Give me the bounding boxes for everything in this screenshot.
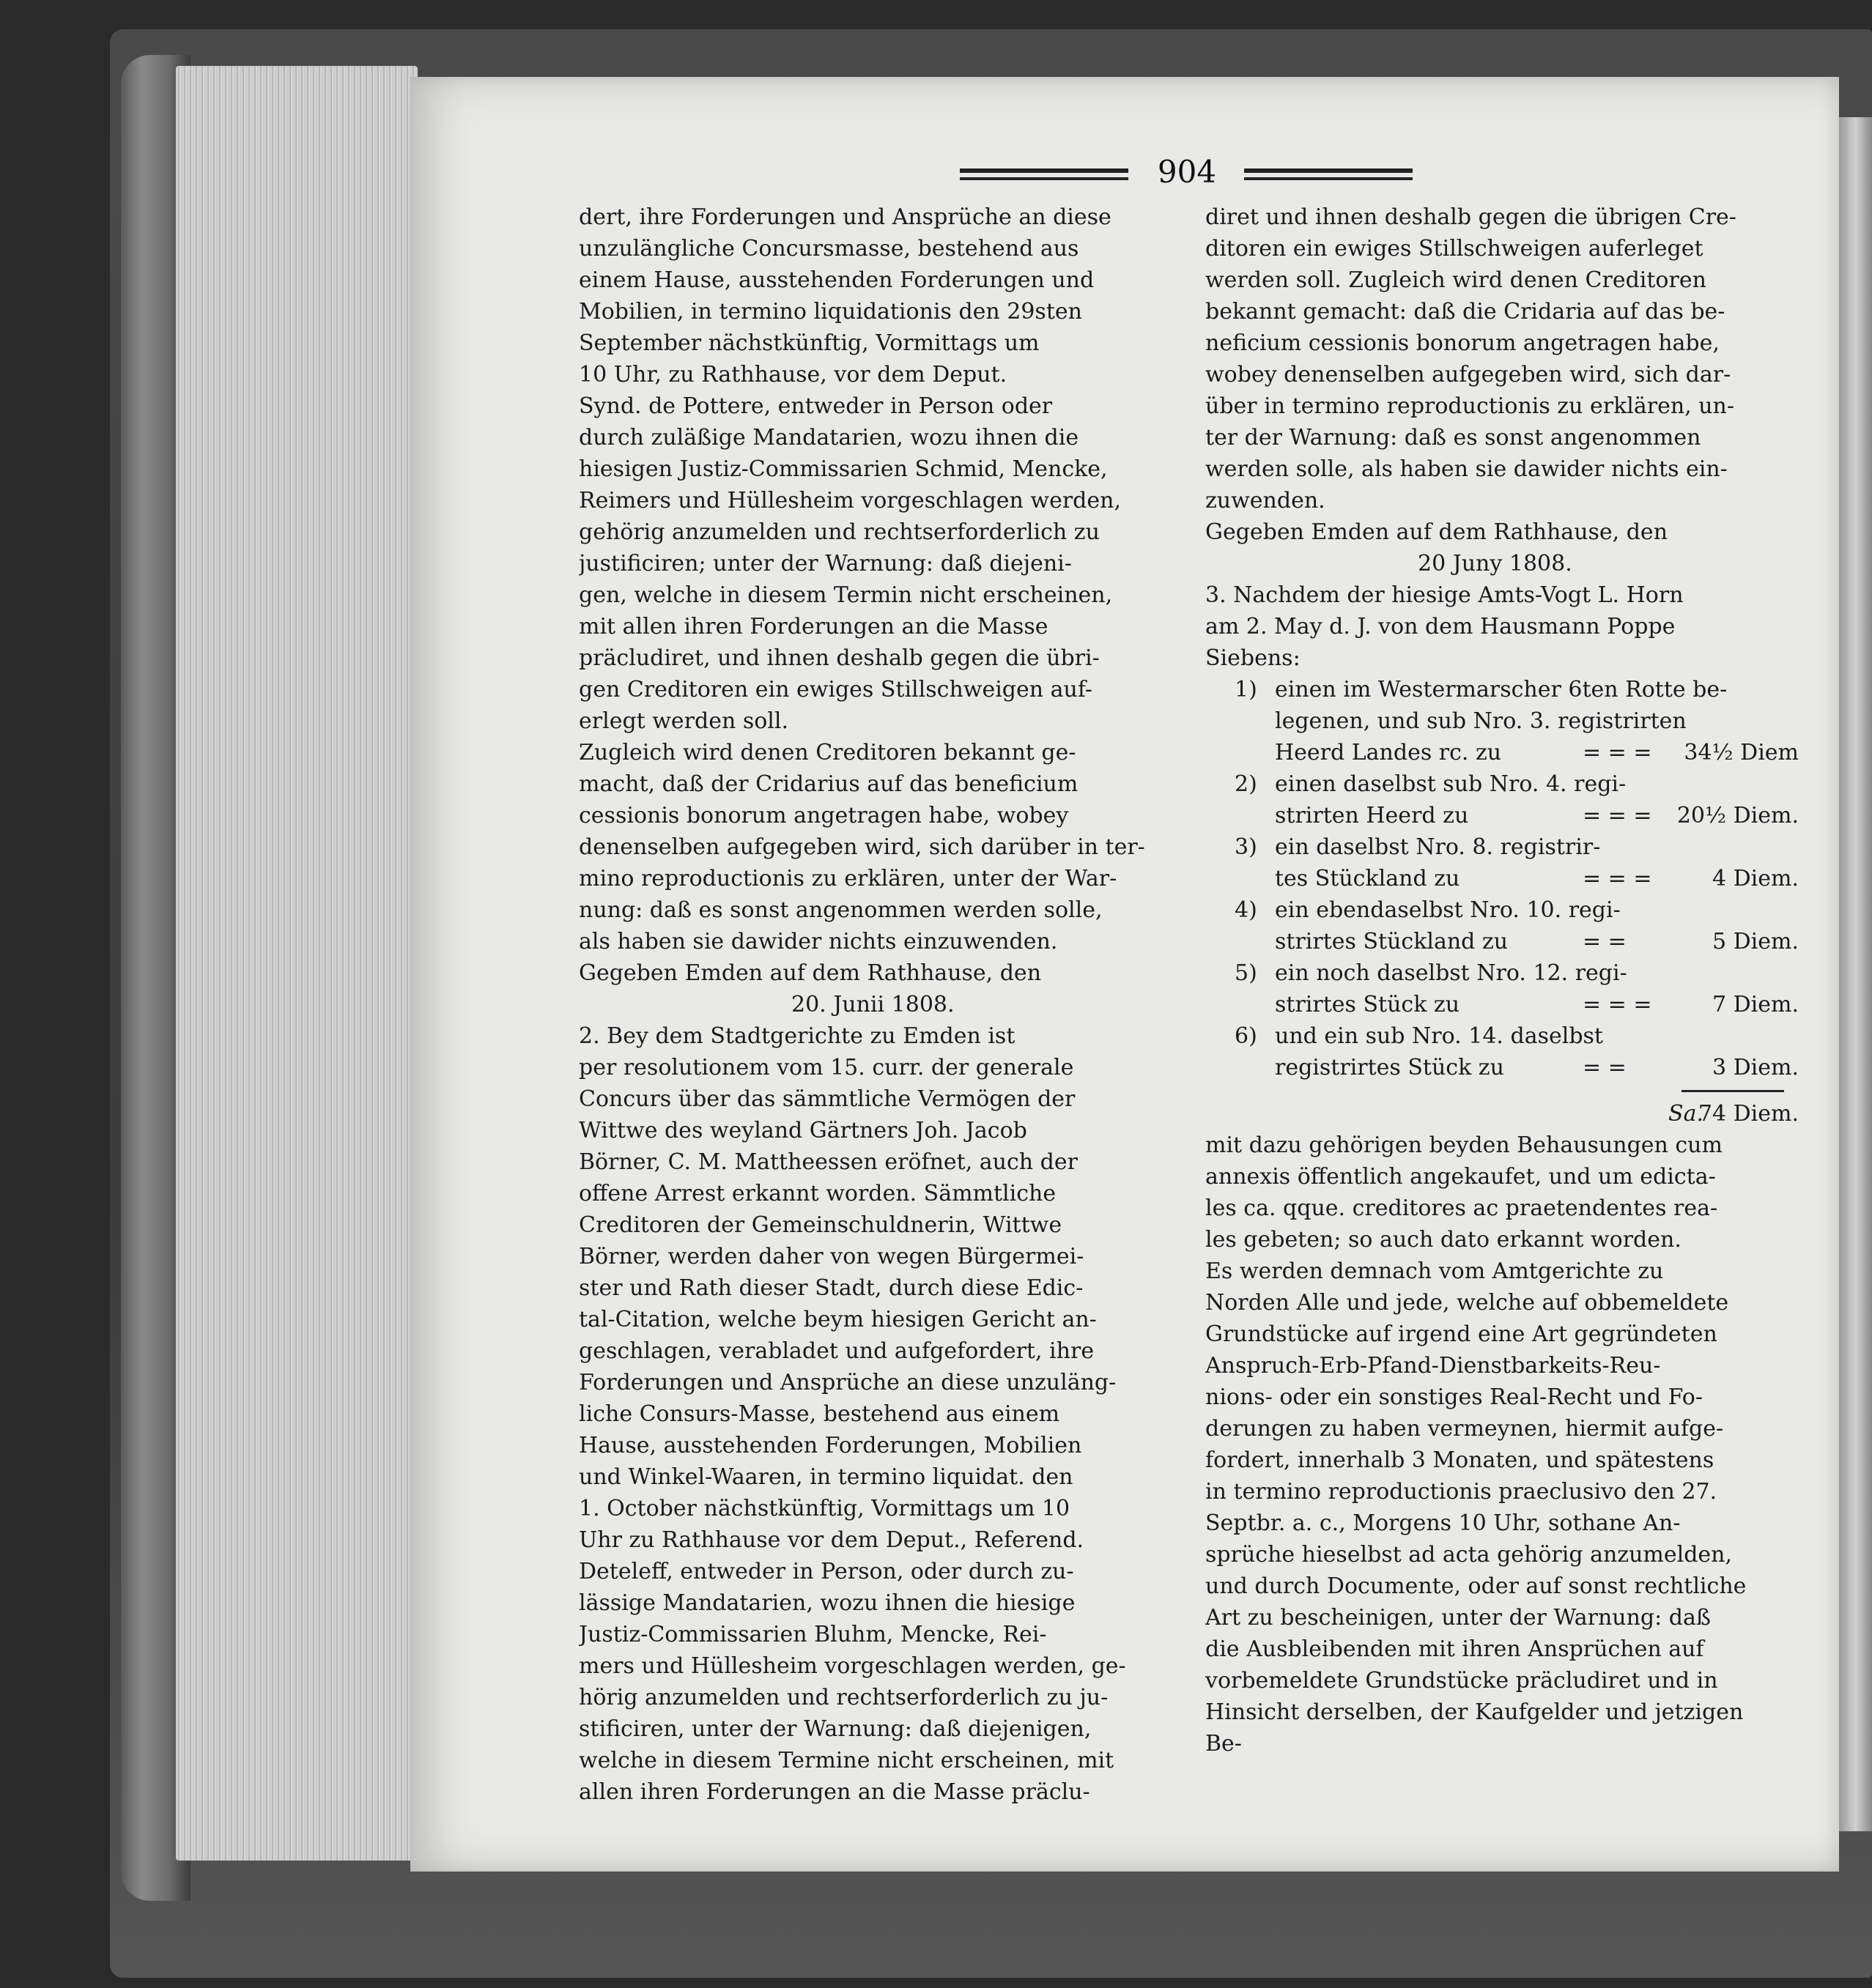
- text-line: ter der Warnung: daß es sonst angenommen: [1205, 425, 1701, 450]
- text-line: Siebens:: [1205, 645, 1301, 671]
- list-item-amount: 3 Diem.: [1712, 1055, 1799, 1080]
- text-line: Creditoren der Gemeinschuldnerin, Wittwe: [579, 1212, 1062, 1238]
- text-line: zuwenden.: [1205, 488, 1325, 513]
- text-line: diret und ihnen deshalb gegen die übrigen Cre-: [1205, 204, 1736, 230]
- list-item: [1205, 1052, 1799, 1083]
- text-line: Forderungen und Ansprüche an diese unzuläng-: [579, 1370, 1117, 1395]
- text-line: Deteleff, entweder in Person, oder durch zu-: [579, 1559, 1074, 1584]
- page-header: [960, 154, 1414, 198]
- text-line: les ca. qque. creditores ac praetendentes rea-: [1205, 1195, 1718, 1221]
- text-line: über in termino reproductionis zu erklären, un-: [1205, 393, 1734, 419]
- list-item-text: registrirtes Stück zu: [1275, 1055, 1504, 1080]
- text-line: fordert, innerhalb 3 Monaten, und spätestens: [1205, 1447, 1714, 1473]
- text-line: macht, daß der Cridarius auf das beneficium: [579, 771, 1079, 797]
- text-line: 20. Junii 1808.: [791, 992, 955, 1017]
- text-line: offene Arrest erkannt worden. Sämmtliche: [579, 1181, 1057, 1206]
- list-item-text: einen daselbst sub Nro. 4. regi-: [1275, 771, 1627, 797]
- text-line: Börner, werden daher von wegen Bürgermei-: [579, 1244, 1084, 1269]
- text-line: cessionis bonorum angetragen habe, wobey: [579, 803, 1069, 828]
- text-line: per resolutionem vom 15. curr. der generale: [579, 1055, 1074, 1080]
- list-item-number: 2): [1235, 771, 1257, 797]
- text-line: sprüche hieselbst ad acta gehörig anzumelden,: [1205, 1542, 1733, 1568]
- text-line: die Ausbleibenden mit ihren Ansprüchen auf: [1205, 1636, 1704, 1662]
- text-line: denenselben aufgegeben wird, sich darüber in ter-: [579, 834, 1145, 860]
- list-item-amount: 4 Diem.: [1712, 866, 1799, 891]
- list-item-amount: 34½ Diem: [1684, 740, 1799, 765]
- text-line: bekannt gemacht: daß die Cridaria auf das be-: [1205, 299, 1725, 324]
- text-line: gen Creditoren ein ewiges Stillschweigen auf-: [579, 677, 1092, 702]
- text-line: derungen zu haben vermeynen, hiermit aufge-: [1205, 1416, 1724, 1442]
- list-item: [1205, 863, 1799, 894]
- text-line: vorbemeldete Grundstücke präcludiret und in: [1205, 1668, 1718, 1694]
- text-line: Es werden demnach vom Amtgerichte zu: [1205, 1258, 1664, 1284]
- list-item-text: ein daselbst Nro. 8. registrir-: [1275, 834, 1601, 860]
- ditto-marks: = = =: [1583, 740, 1652, 765]
- text-line: unzulängliche Concursmasse, bestehend aus: [579, 236, 1079, 262]
- list-item: [1205, 705, 1799, 737]
- text-line: Hause, ausstehenden Forderungen, Mobilien: [579, 1433, 1082, 1458]
- text-line: Wittwe des weyland Gärtners Joh. Jacob: [579, 1118, 1027, 1143]
- text-line: Be-: [1205, 1731, 1242, 1757]
- list-item-text: legenen, und sub Nro. 3. registrirten: [1275, 708, 1687, 734]
- ditto-marks: = =: [1583, 1055, 1627, 1080]
- text-line: les gebeten; so auch dato erkannt worden.: [1205, 1227, 1682, 1253]
- text-line: wobey denenselben aufgegeben wird, sich dar-: [1205, 362, 1731, 387]
- list-item: [1205, 674, 1799, 705]
- text-line: Septbr. a. c., Morgens 10 Uhr, sothane An-: [1205, 1510, 1681, 1536]
- text-line: Uhr zu Rathhause vor dem Deput., Referend.: [579, 1527, 1084, 1553]
- text-line: nung: daß es sonst angenommen werden solle,: [579, 897, 1103, 923]
- text-line: mers und Hüllesheim vorgeschlagen werden, ge-: [579, 1653, 1126, 1679]
- left-column: [579, 201, 1161, 1808]
- right-column-bottom: [1205, 1130, 1799, 1759]
- text-line: geschlagen, verabladet und aufgefordert, ihre: [579, 1338, 1095, 1364]
- text-line: September nächstkünftig, Vormittags um: [579, 330, 1040, 356]
- list-item-number: 5): [1235, 960, 1257, 986]
- property-list: [1205, 674, 1799, 1083]
- text-line: ster und Rath dieser Stadt, durch diese Edic-: [579, 1275, 1084, 1301]
- text-line: und durch Documente, oder auf sonst rechtliche: [1205, 1573, 1747, 1599]
- text-line: und Winkel-Waaren, in termino liquidat. den: [579, 1464, 1073, 1490]
- text-line: 10 Uhr, zu Rathhause, vor dem Deput.: [579, 362, 1007, 387]
- list-item: [1205, 926, 1799, 957]
- text-line: Art zu bescheinigen, unter der Warnung: daß: [1205, 1605, 1711, 1631]
- text-line: stificiren, unter der Warnung: daß diejenigen,: [579, 1716, 1092, 1742]
- list-item-text: einen im Westermarscher 6ten Rotte be-: [1275, 677, 1728, 702]
- text-line: hiesigen Justiz-Commissarien Schmid, Mencke,: [579, 456, 1108, 482]
- facing-page-edge: [1839, 117, 1872, 1831]
- text-line: Concurs über das sämmtliche Vermögen der: [579, 1086, 1076, 1112]
- list-item-number: 6): [1235, 1023, 1257, 1049]
- text-line: 3. Nachdem der hiesige Amts-Vogt L. Horn: [1205, 582, 1684, 608]
- list-item-text: und ein sub Nro. 14. daselbst: [1275, 1023, 1603, 1049]
- ditto-marks: = = =: [1583, 803, 1652, 828]
- text-line: Hinsicht derselben, der Kaufgelder und jetzigen: [1205, 1699, 1744, 1725]
- text-line: Gegeben Emden auf dem Rathhause, den: [579, 960, 1042, 986]
- text-line: allen ihren Forderungen an die Masse präclu-: [579, 1779, 1090, 1805]
- text-line: Anspruch-Erb-Pfand-Dienstbarkeits-Reu-: [1205, 1353, 1661, 1379]
- text-line: dert, ihre Forderungen und Ansprüche an diese: [579, 204, 1111, 230]
- text-line: lässige Mandatarien, wozu ihnen die hiesige: [579, 1590, 1076, 1616]
- text-line: liche Consurs-Masse, bestehend aus einem: [579, 1401, 1060, 1427]
- text-line: Justiz-Commissarien Bluhm, Mencke, Rei-: [579, 1622, 1047, 1647]
- text-line: welche in diesem Termine nicht erscheinen, mit: [579, 1748, 1114, 1773]
- list-item-number: 3): [1235, 834, 1257, 860]
- sum-rule: [1205, 1083, 1799, 1098]
- page-edges: [176, 66, 418, 1861]
- page-number: 904: [1157, 154, 1217, 190]
- text-line: erlegt werden soll.: [579, 708, 789, 734]
- list-item-number: 1): [1235, 677, 1257, 702]
- text-line: durch zuläßige Mandatarien, wozu ihnen die: [579, 425, 1079, 450]
- text-line: nions- oder ein sonstiges Real-Recht und Fo-: [1205, 1384, 1703, 1410]
- text-line: als haben sie dawider nichts einzuwenden.: [579, 929, 1058, 954]
- list-item: [1205, 737, 1799, 768]
- header-rule-left: [960, 168, 1128, 180]
- text-line: am 2. May d. J. von dem Hausmann Poppe: [1205, 614, 1676, 639]
- text-line: Norden Alle und jede, welche auf obbemeldete: [1205, 1290, 1729, 1316]
- list-item-text: strirtes Stückland zu: [1275, 929, 1509, 954]
- text-line: Gegeben Emden auf dem Rathhause, den: [1205, 519, 1668, 545]
- text-line: mino reproductionis zu erklären, unter der War-: [579, 866, 1117, 891]
- text-line: Börner, C. M. Mattheessen eröfnet, auch der: [579, 1149, 1078, 1175]
- text-line: ditoren ein ewiges Stillschweigen auferleget: [1205, 236, 1703, 262]
- list-item: [1205, 1020, 1799, 1052]
- list-item-amount: 5 Diem.: [1712, 929, 1799, 954]
- text-line: Reimers und Hüllesheim vorgeschlagen werden,: [579, 488, 1121, 513]
- sum-amount: 74 Diem.: [1698, 1101, 1799, 1127]
- list-item: [1205, 957, 1799, 989]
- right-column: [1205, 201, 1799, 1759]
- text-line: neficium cessionis bonorum angetragen habe,: [1205, 330, 1720, 356]
- list-item-amount: 20½ Diem.: [1676, 803, 1799, 828]
- sum-label: Sa.: [1668, 1101, 1703, 1127]
- text-line: mit dazu gehörigen beyden Behausungen cum: [1205, 1132, 1723, 1158]
- text-line: gen, welche in diesem Termin nicht erscheinen,: [579, 582, 1113, 608]
- text-line: tal-Citation, welche beym hiesigen Gericht an-: [579, 1307, 1097, 1332]
- text-line: mit allen ihren Forderungen an die Masse: [579, 614, 1048, 639]
- list-item: [1205, 894, 1799, 926]
- text-line: Synd. de Pottere, entweder in Person oder: [579, 393, 1053, 419]
- text-line: 2. Bey dem Stadtgerichte zu Emden ist: [579, 1023, 1015, 1049]
- list-item-amount: 7 Diem.: [1712, 992, 1799, 1017]
- text-line: Grundstücke auf irgend eine Art gegründeten: [1205, 1321, 1717, 1347]
- list-item-text: Heerd Landes rc. zu: [1275, 740, 1502, 765]
- list-item: [1205, 768, 1799, 800]
- text-line: hörig anzumelden und rechtserforderlich zu ju-: [579, 1685, 1109, 1710]
- ditto-marks: = =: [1583, 929, 1627, 954]
- list-item-text: tes Stückland zu: [1275, 866, 1460, 891]
- right-column-top: [1205, 201, 1799, 674]
- header-rule-right: [1244, 168, 1413, 180]
- list-item: [1205, 800, 1799, 831]
- text-line: einem Hause, ausstehenden Forderungen und: [579, 267, 1095, 293]
- sum-row: [1205, 1098, 1799, 1130]
- text-line: annexis öffentlich angekaufet, und um edicta-: [1205, 1164, 1716, 1190]
- text-line: präcludiret, und ihnen deshalb gegen die übri-: [579, 645, 1100, 671]
- text-line: werden solle, als haben sie dawider nichts ein-: [1205, 456, 1728, 482]
- ditto-marks: = = =: [1583, 992, 1652, 1017]
- text-line: Zugleich wird denen Creditoren bekannt ge-: [579, 740, 1076, 765]
- list-item: [1205, 831, 1799, 863]
- list-item-text: ein ebendaselbst Nro. 10. regi-: [1275, 897, 1621, 923]
- text-line: in termino reproductionis praeclusivo den 27.: [1205, 1479, 1717, 1505]
- list-item-number: 4): [1235, 897, 1257, 923]
- list-item: [1205, 989, 1799, 1020]
- text-line: gehörig anzumelden und rechtserforderlich zu: [579, 519, 1100, 545]
- text-line: justificiren; unter der Warnung: daß diejeni-: [579, 551, 1072, 576]
- ditto-marks: = = =: [1583, 866, 1652, 891]
- text-line: 1. October nächstkünftig, Vormittags um 10: [579, 1496, 1070, 1521]
- list-item-text: strirten Heerd zu: [1275, 803, 1469, 828]
- list-item-text: ein noch daselbst Nro. 12. regi-: [1275, 960, 1627, 986]
- text-line: werden soll. Zugleich wird denen Creditoren: [1205, 267, 1706, 293]
- text-line: 20 Juny 1808.: [1418, 551, 1572, 576]
- list-item-text: strirtes Stück zu: [1275, 992, 1460, 1017]
- text-line: Mobilien, in termino liquidationis den 29sten: [579, 299, 1082, 324]
